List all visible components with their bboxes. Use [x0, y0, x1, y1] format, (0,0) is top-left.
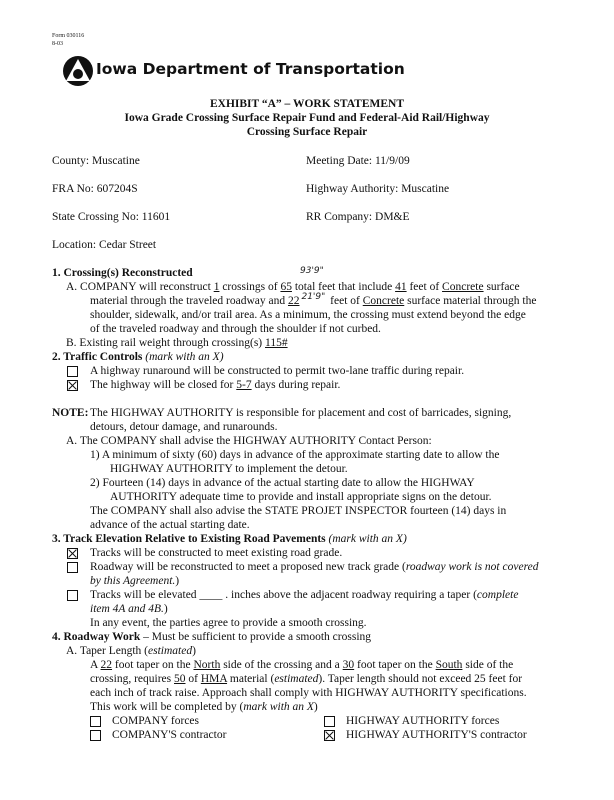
new-grade-label-2: by this Agreement.): [90, 575, 180, 587]
note-text-2: detours, detour damage, and runarounds.: [90, 421, 278, 433]
state-crossing-field: State Crossing No: 11601: [52, 211, 171, 223]
section-3-heading: 3. Track Elevation Relative to Existing Road Pavements (mark with an X): [52, 533, 407, 545]
company-forces-checkbox[interactable]: [90, 716, 101, 727]
taper-heading: A. Taper Length (estimated): [66, 645, 196, 657]
existing-grade-checkbox[interactable]: [67, 548, 78, 559]
highway-authority-field: Highway Authority: Muscatine: [306, 183, 450, 195]
company-contractor-label: COMPANY'S contractor: [112, 729, 227, 741]
runaround-checkbox[interactable]: [67, 366, 78, 377]
completed-by-text: This work will be completed by (mark with an X): [90, 701, 318, 713]
s1-line-a: A. COMPANY will reconstruct 1 crossings of 65 total feet that include 41 feet of Concrete surface: [66, 281, 520, 293]
elevated-label: Tracks will be elevated ____ . inches above the adjacent roadway requiring a taper (complete: [90, 589, 519, 601]
form-date: 8-03: [52, 41, 63, 47]
handwritten-note-2: 21'9": [301, 292, 326, 303]
taper-line-3: each inch of track raise. Approach shall comply with HIGHWAY AUTHORITY specifications.: [90, 687, 527, 699]
handwritten-note: 93'9": [300, 266, 324, 276]
doc-subtitle: Iowa Grade Crossing Surface Repair Fund and Federal-Aid Rail/Highway: [124, 112, 490, 124]
doc-subtitle-2: Crossing Surface Repair: [246, 126, 368, 138]
taper-line-1: A 22 foot taper on the North side of the crossing and a 30 foot taper on the South side of the: [90, 659, 514, 671]
iowa-dot-logo-icon: [62, 55, 94, 87]
section-1-heading: 1. Crossing(s) Reconstructed: [52, 267, 193, 279]
location-field: Location: Cedar Street: [52, 239, 157, 251]
company-forces-label: COMPANY forces: [112, 715, 199, 727]
note-text: The HIGHWAY AUTHORITY is responsible for placement and cost of barricades, signing,: [90, 407, 512, 419]
meeting-date-field: Meeting Date: 11/9/09: [306, 155, 410, 167]
fra-field: FRA No: 607204S: [52, 183, 138, 195]
smooth-crossing-text: In any event, the parties agree to provide a smooth crossing.: [90, 617, 367, 629]
closed-checkbox[interactable]: [67, 380, 78, 391]
note-company-2: advance of the actual starting date.: [90, 519, 250, 531]
s1-line-a3: shoulder, sidewalk, and/or trail area. As a minimum, the crossing must extend beyond the edge: [90, 309, 526, 321]
s1-line-a2: material through the traveled roadway and 22 $^{21'9"}$ feet of Concrete surface material through the: [90, 292, 537, 307]
note-item-2b: AUTHORITY adequate time to provide and install appropriate signs on the detour.: [110, 491, 492, 503]
taper-line-2: crossing, requires 50 of HMA material (estimated). Taper length should not exceed 25 feet for: [90, 673, 523, 685]
closed-label: The highway will be closed for 5-7 days during repair.: [90, 379, 341, 391]
authority-forces-checkbox[interactable]: [324, 716, 335, 727]
doc-title: EXHIBIT “A” – WORK STATEMENT: [209, 98, 405, 110]
org-name: Iowa Department of Transportation: [96, 60, 405, 78]
existing-grade-label: Tracks will be constructed to meet existing road grade.: [90, 547, 343, 559]
authority-contractor-label: HIGHWAY AUTHORITY'S contractor: [346, 729, 527, 741]
note-item-1: 1) A minimum of sixty (60) days in advance of the approximate starting date to allow the: [90, 449, 500, 461]
s1-line-b: B. Existing rail weight through crossing(s) 115#: [66, 337, 288, 349]
elevated-checkbox[interactable]: [67, 590, 78, 601]
note-label: NOTE:: [52, 407, 89, 419]
elevated-label-2: item 4A and 4B.): [90, 603, 168, 615]
section-2-heading: 2. Traffic Controls (mark with an X): [52, 351, 224, 363]
new-grade-checkbox[interactable]: [67, 562, 78, 573]
note-company: The COMPANY shall also advise the STATE PROJET INSPECTOR fourteen (14) days in: [90, 505, 507, 517]
county-field: County: Muscatine: [52, 155, 140, 167]
new-grade-label: Roadway will be reconstructed to meet a proposed new track grade (roadway work is not covered: [90, 561, 539, 573]
runaround-label: A highway runaround will be constructed to permit two-lane traffic during repair.: [90, 365, 465, 377]
note-a: A. The COMPANY shall advise the HIGHWAY AUTHORITY Contact Person:: [66, 435, 432, 447]
authority-forces-label: HIGHWAY AUTHORITY forces: [346, 715, 500, 727]
company-contractor-checkbox[interactable]: [90, 730, 101, 741]
note-item-2: 2) Fourteen (14) days in advance of the actual starting date to allow the HIGHWAY: [90, 477, 475, 489]
note-item-1b: HIGHWAY AUTHORITY to implement the detour.: [110, 463, 348, 475]
form-number: Form 030116: [52, 33, 85, 39]
rr-company-field: RR Company: DM&E: [306, 211, 410, 223]
authority-contractor-checkbox[interactable]: [324, 730, 335, 741]
section-4-heading: 4. Roadway Work – Must be sufficient to provide a smooth crossing: [52, 631, 372, 643]
s1-line-a4: of the traveled roadway and through the shoulder if not curbed.: [90, 323, 381, 335]
